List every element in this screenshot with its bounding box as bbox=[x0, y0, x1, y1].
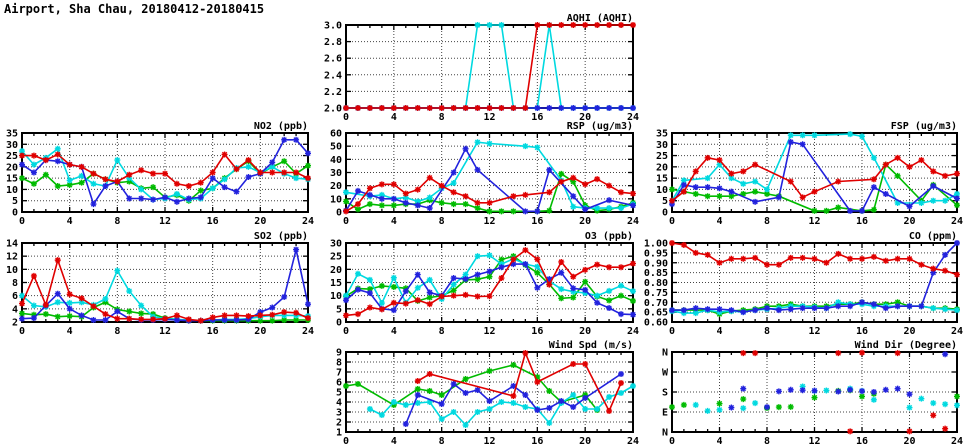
chart-title: FSP (ug/m3) bbox=[890, 121, 957, 132]
x-tick-label: 0 bbox=[342, 112, 350, 123]
y-tick-label: 0 bbox=[11, 207, 18, 219]
x-tick-label: 0 bbox=[668, 436, 676, 447]
chart-wind_dir bbox=[662, 339, 963, 447]
y-tick-label: 30 bbox=[5, 139, 18, 151]
x-tick-label: 20 bbox=[579, 436, 592, 447]
page-title: Airport, Sha Chau, 20180412-20180415 bbox=[4, 2, 265, 16]
y-tick-label: 6 bbox=[335, 377, 342, 389]
x-tick-label: 16 bbox=[531, 216, 544, 227]
y-tick-label: 5 bbox=[11, 196, 18, 208]
y-tick-label: 4 bbox=[11, 304, 18, 316]
x-tick-label: 16 bbox=[531, 326, 544, 337]
x-tick-label: 24 bbox=[301, 326, 315, 337]
y-tick-label: 30 bbox=[329, 168, 342, 179]
y-tick-label: 15 bbox=[5, 173, 18, 185]
y-tick-label: 8 bbox=[335, 357, 342, 369]
y-tick-label: 7 bbox=[335, 367, 342, 379]
x-tick-label: 20 bbox=[903, 216, 916, 227]
y-tick-label: 0.60 bbox=[643, 317, 668, 329]
x-tick-label: 4 bbox=[390, 112, 397, 123]
x-tick-label: 12 bbox=[808, 436, 821, 447]
y-tick-label: 2 bbox=[335, 417, 342, 429]
y-tick-label: 2.8 bbox=[323, 37, 342, 49]
y-tick-label: 0 bbox=[335, 317, 342, 329]
x-tick-label: 12 bbox=[483, 112, 496, 123]
x-tick-label: 20 bbox=[579, 112, 592, 123]
x-tick-label: 16 bbox=[206, 216, 219, 227]
x-tick-label: 4 bbox=[390, 436, 397, 447]
y-tick-label: 1.00 bbox=[643, 238, 668, 250]
y-tick-label: 0.95 bbox=[643, 248, 668, 260]
y-tick-label: 60 bbox=[329, 128, 342, 140]
chart-title: NO2 (ppb) bbox=[253, 121, 308, 132]
y-tick-label: 2.4 bbox=[323, 70, 342, 82]
y-tick-label: 12 bbox=[5, 251, 18, 263]
y-tick-label: 0.75 bbox=[643, 287, 668, 299]
chart-co bbox=[644, 231, 963, 337]
y-tick-label: 3.0 bbox=[323, 20, 342, 32]
y-tick-label: 10 bbox=[5, 184, 18, 196]
x-tick-label: 24 bbox=[626, 326, 640, 337]
y-tick-label: 0.70 bbox=[643, 297, 668, 309]
y-tick-label: 35 bbox=[5, 128, 18, 140]
x-tick-label: 0 bbox=[342, 216, 350, 227]
chart-aqhi bbox=[324, 13, 639, 123]
y-tick-label: 20 bbox=[5, 162, 18, 174]
y-tick-label: 0.65 bbox=[643, 307, 668, 319]
x-tick-label: 20 bbox=[579, 216, 592, 227]
x-tick-label: 16 bbox=[206, 326, 219, 337]
y-tick-label: E bbox=[661, 407, 668, 419]
y-tick-label: 25 bbox=[655, 151, 668, 163]
y-tick-label: 20 bbox=[655, 162, 668, 174]
x-tick-label: 12 bbox=[483, 216, 496, 227]
x-tick-label: 8 bbox=[438, 112, 445, 123]
x-tick-label: 24 bbox=[626, 216, 640, 227]
y-tick-label: N bbox=[661, 347, 668, 359]
y-tick-label: 8 bbox=[11, 278, 18, 289]
x-tick-label: 4 bbox=[716, 436, 723, 447]
x-tick-label: 8 bbox=[438, 436, 445, 447]
x-tick-label: 8 bbox=[438, 326, 445, 337]
y-tick-label: 2 bbox=[11, 317, 18, 329]
y-tick-label: 25 bbox=[329, 251, 342, 263]
x-tick-label: 24 bbox=[626, 112, 640, 123]
y-tick-label: 3 bbox=[335, 407, 342, 419]
x-tick-label: 8 bbox=[114, 216, 121, 227]
chart-title: CO (ppm) bbox=[908, 231, 957, 242]
y-tick-label: 9 bbox=[335, 347, 342, 359]
y-tick-label: 2.2 bbox=[323, 86, 342, 98]
chart-title: RSP (ug/m3) bbox=[566, 121, 633, 132]
x-tick-label: 24 bbox=[950, 216, 964, 227]
chart-title: Wind Spd (m/s) bbox=[548, 340, 633, 351]
y-tick-label: 2.6 bbox=[323, 53, 342, 65]
x-tick-label: 16 bbox=[855, 216, 869, 227]
y-tick-label: 0 bbox=[661, 207, 668, 219]
y-tick-label: 5 bbox=[335, 387, 342, 399]
y-tick-label: 0 bbox=[335, 207, 342, 219]
x-tick-label: 0 bbox=[342, 326, 350, 337]
chart-so2 bbox=[6, 231, 314, 337]
y-tick-label: 14 bbox=[5, 238, 18, 250]
y-tick-label: 1 bbox=[335, 427, 342, 439]
x-tick-label: 12 bbox=[158, 216, 172, 227]
x-tick-label: 8 bbox=[763, 326, 771, 337]
y-tick-label: N bbox=[661, 427, 668, 439]
y-tick-label: 20 bbox=[329, 264, 342, 276]
y-tick-label: 30 bbox=[655, 139, 668, 151]
x-tick-label: 20 bbox=[254, 326, 267, 337]
y-tick-label: 6 bbox=[11, 291, 18, 303]
y-tick-label: 0.90 bbox=[643, 258, 668, 270]
y-tick-label: 5 bbox=[335, 304, 342, 316]
x-tick-label: 4 bbox=[390, 216, 397, 227]
x-tick-label: 20 bbox=[254, 216, 267, 227]
x-tick-label: 8 bbox=[114, 326, 121, 337]
y-tick-label: 0.80 bbox=[643, 278, 668, 289]
x-tick-label: 8 bbox=[763, 216, 771, 227]
y-tick-label: W bbox=[661, 367, 668, 379]
x-tick-label: 0 bbox=[668, 326, 676, 337]
chart-title: O3 (ppb) bbox=[584, 231, 633, 242]
x-tick-label: 20 bbox=[903, 326, 916, 337]
chart-title: Wind Dir (Degree) bbox=[854, 340, 957, 351]
x-tick-label: 0 bbox=[18, 326, 26, 337]
x-tick-label: 20 bbox=[579, 326, 592, 337]
x-tick-label: 0 bbox=[668, 216, 676, 227]
y-tick-label: 50 bbox=[329, 141, 342, 153]
x-tick-label: 12 bbox=[808, 216, 821, 227]
x-tick-label: 24 bbox=[950, 436, 964, 447]
y-tick-label: 10 bbox=[329, 194, 342, 206]
x-tick-label: 8 bbox=[763, 436, 771, 447]
y-tick-label: 20 bbox=[329, 181, 342, 193]
x-tick-label: 16 bbox=[855, 326, 869, 337]
x-tick-label: 0 bbox=[18, 216, 26, 227]
y-tick-label: 10 bbox=[5, 264, 18, 276]
x-tick-label: 0 bbox=[342, 436, 350, 447]
x-tick-label: 4 bbox=[390, 326, 397, 337]
y-tick-label: 10 bbox=[329, 291, 342, 303]
y-tick-label: 2.0 bbox=[323, 103, 342, 115]
x-tick-label: 4 bbox=[66, 216, 73, 227]
y-tick-label: 0.85 bbox=[643, 268, 668, 280]
x-tick-label: 12 bbox=[158, 326, 172, 337]
x-tick-label: 24 bbox=[950, 326, 964, 337]
x-tick-label: 4 bbox=[66, 326, 73, 337]
x-tick-label: 20 bbox=[903, 436, 916, 447]
y-tick-label: 10 bbox=[655, 184, 668, 196]
y-tick-label: 35 bbox=[655, 128, 668, 140]
x-tick-label: 16 bbox=[531, 436, 544, 447]
x-tick-label: 12 bbox=[483, 436, 496, 447]
x-tick-label: 12 bbox=[808, 326, 821, 337]
chart-title: SO2 (ppb) bbox=[253, 231, 308, 242]
x-tick-label: 24 bbox=[301, 216, 315, 227]
chart-wind_spd bbox=[336, 339, 639, 447]
y-tick-label: S bbox=[661, 387, 668, 399]
y-tick-label: 5 bbox=[661, 196, 668, 208]
y-tick-label: 25 bbox=[5, 151, 18, 163]
chart-o3 bbox=[330, 231, 639, 337]
x-tick-label: 4 bbox=[716, 216, 723, 227]
x-tick-label: 16 bbox=[531, 112, 544, 123]
x-tick-label: 24 bbox=[626, 436, 640, 447]
x-tick-label: 16 bbox=[855, 436, 869, 447]
y-tick-label: 30 bbox=[329, 238, 342, 250]
chart-no2 bbox=[6, 121, 314, 227]
chart-title: AQHI (AQHI) bbox=[566, 13, 633, 24]
x-tick-label: 8 bbox=[438, 216, 445, 227]
series-blue bbox=[728, 351, 948, 410]
x-tick-label: 12 bbox=[483, 326, 496, 337]
y-tick-label: 4 bbox=[335, 397, 342, 409]
x-tick-label: 4 bbox=[716, 326, 723, 337]
chart-fsp bbox=[656, 121, 963, 227]
chart-rsp bbox=[330, 121, 639, 227]
y-tick-label: 15 bbox=[655, 173, 668, 185]
y-tick-label: 40 bbox=[329, 154, 342, 166]
y-tick-label: 15 bbox=[329, 278, 342, 289]
